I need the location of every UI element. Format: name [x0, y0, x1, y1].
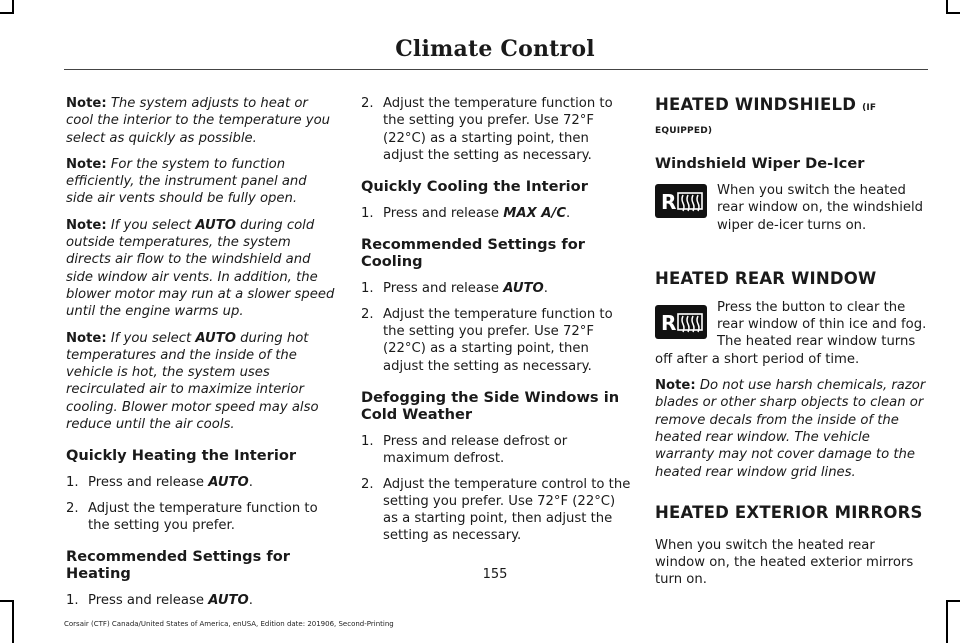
crop-mark-bottom-left [12, 600, 14, 643]
crop-mark-top-right-h [946, 12, 960, 14]
column-right [655, 95, 927, 598]
heading-heated-rear-window: HEATED REAR WINDOW [655, 268, 877, 288]
note-auto-hot: Note: If you select AUTO during hot temperatures and the inside of the vehicle is hot, the system uses recirculated air to maximize interior cooling. Blower motor speed may also reduce until the air cools. [66, 330, 319, 433]
crop-mark-bottom-left-h [0, 600, 14, 602]
page-title: Climate Control [395, 36, 595, 62]
rear-defrost-icon [655, 184, 707, 218]
heated-mirrors-text: When you switch the heated rear window on, the heated exterior mirrors turn on. [655, 537, 914, 588]
heading-wiper-deicer: Windshield Wiper De-Icer [655, 155, 865, 172]
heading-quickly-heating: Quickly Heating the Interior [66, 447, 297, 465]
heading-heated-windshield: HEATED WINDSHIELD (IF EQUIPPED) [655, 95, 877, 136]
rear-defrost-icon [655, 305, 707, 339]
list-quickly-cooling [361, 205, 631, 222]
list-item: 2. Adjust the temperature control to the setting you prefer. Use 72°F (22°C) as a starting point, then adjust the setting as necessary. [361, 476, 631, 544]
edition-info: Corsair (CTF) Canada/United States of America, enUSA, Edition date: 201906, Second-Printing [64, 620, 394, 628]
list-defogging [361, 433, 631, 545]
header-divider [64, 69, 928, 70]
list-item: 2. Adjust the temperature function to the setting you prefer. [66, 500, 318, 533]
svg-text:R: R [661, 190, 677, 214]
note-harsh-chemicals: Note: Do not use harsh chemicals, razor blades or other sharp objects to clean or remove decals from the inside of the heated rear window. The vehicle warranty may not cover damage to the heated rear window grid lines. [655, 378, 926, 480]
page-number: 155 [482, 567, 508, 582]
list-item: 1. Press and release defrost or maximum defrost. [361, 433, 568, 467]
list-quickly-heating [66, 474, 336, 534]
crop-mark-top-left-h [0, 12, 14, 14]
column-middle [361, 95, 631, 554]
column-left [66, 95, 336, 619]
note-auto-cold: Note: If you select AUTO during cold outside temperatures, the system directs air flow to the windshield and side window air vents. In addition, the blower motor may run at a slower speed until the engine warms up. [66, 217, 335, 320]
list-recommended-heating [66, 592, 336, 609]
wiper-deicer-block [655, 182, 927, 243]
list-item: 1. Press and release MAX A/C. [361, 206, 571, 222]
crop-mark-bottom-right-h [946, 600, 960, 602]
list-recommended-cooling [361, 280, 631, 374]
list-item: 2. Adjust the temperature function to the setting you prefer. Use 72°F (22°C) as a starting point, then adjust the setting as necessary. [361, 306, 613, 374]
list-item: 1. Press and release AUTO. [361, 281, 548, 297]
list-item: 1. Press and release AUTO. [66, 475, 253, 491]
heated-rear-block [655, 299, 927, 377]
list-heating-continued [361, 95, 631, 164]
crop-mark-bottom-right [946, 600, 948, 643]
heading-heated-mirrors: HEATED EXTERIOR MIRRORS [655, 502, 923, 522]
heading-recommended-heating: Recommended Settings for Heating [66, 548, 290, 583]
note-function-efficiently: Note: For the system to function efficiently, the instrument panel and side air vents should be fully open. [66, 156, 307, 207]
note-system-adjusts: Note: The system adjusts to heat or cool the interior to the temperature you select as quickly as possible. [66, 96, 331, 146]
heading-recommended-cooling: Recommended Settings for Cooling [361, 236, 585, 271]
list-item: 2. Adjust the temperature function to the setting you prefer. Use 72°F (22°C) as a starting point, then adjust the setting as necessary. [361, 96, 613, 163]
heated-rear-text: Press the button to clear the rear window of thin ice and fog. The heated rear window turns off after a short period of time. [655, 299, 927, 367]
wiper-deicer-text: When you switch the heated rear window on, the windshield wiper de-icer turns on. [717, 183, 924, 233]
heading-defogging: Defogging the Side Windows in Cold Weather [361, 388, 620, 423]
list-item: 1. Press and release AUTO. [66, 593, 253, 609]
heading-quickly-cooling: Quickly Cooling the Interior [361, 178, 588, 196]
svg-text:R: R [661, 310, 677, 335]
